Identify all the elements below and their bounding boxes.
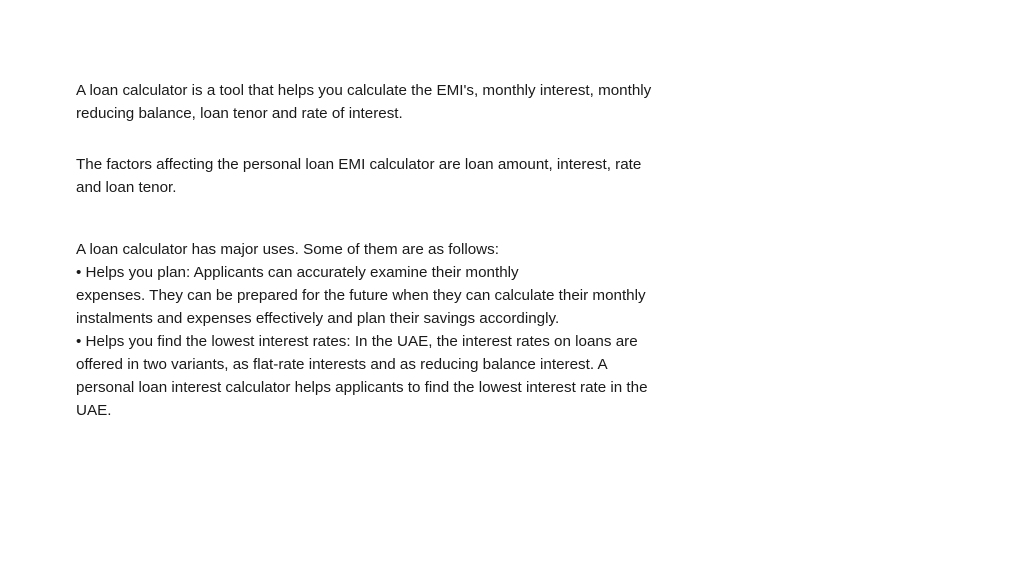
text-line: expenses. They can be prepared for the future when they can calculate their monthly: [76, 287, 646, 304]
text-line: and loan tenor.: [76, 179, 177, 196]
text-line: A loan calculator has major uses. Some of them are as follows:: [76, 241, 499, 258]
bullet-line: • Helps you plan: Applicants can accurately examine their monthly: [76, 264, 519, 281]
factors-paragraph: [76, 153, 766, 199]
bullet-line: • Helps you find the lowest interest rates: In the UAE, the interest rates on loans are: [76, 333, 638, 350]
text-line: reducing balance, loan tenor and rate of interest.: [76, 105, 403, 122]
text-line: A loan calculator is a tool that helps you calculate the EMI's, monthly interest, monthly: [76, 82, 652, 99]
text-line: The factors affecting the personal loan EMI calculator are loan amount, interest, rate: [76, 156, 642, 173]
text-line: personal loan interest calculator helps applicants to find the lowest interest rate in the: [76, 379, 648, 396]
intro-paragraph: [76, 79, 766, 125]
text-line: instalments and expenses effectively and plan their savings accordingly.: [76, 310, 560, 327]
text-line: UAE.: [76, 402, 112, 419]
text-line: offered in two variants, as flat-rate interests and as reducing balance interest. A: [76, 356, 608, 373]
uses-paragraph: [76, 238, 766, 422]
